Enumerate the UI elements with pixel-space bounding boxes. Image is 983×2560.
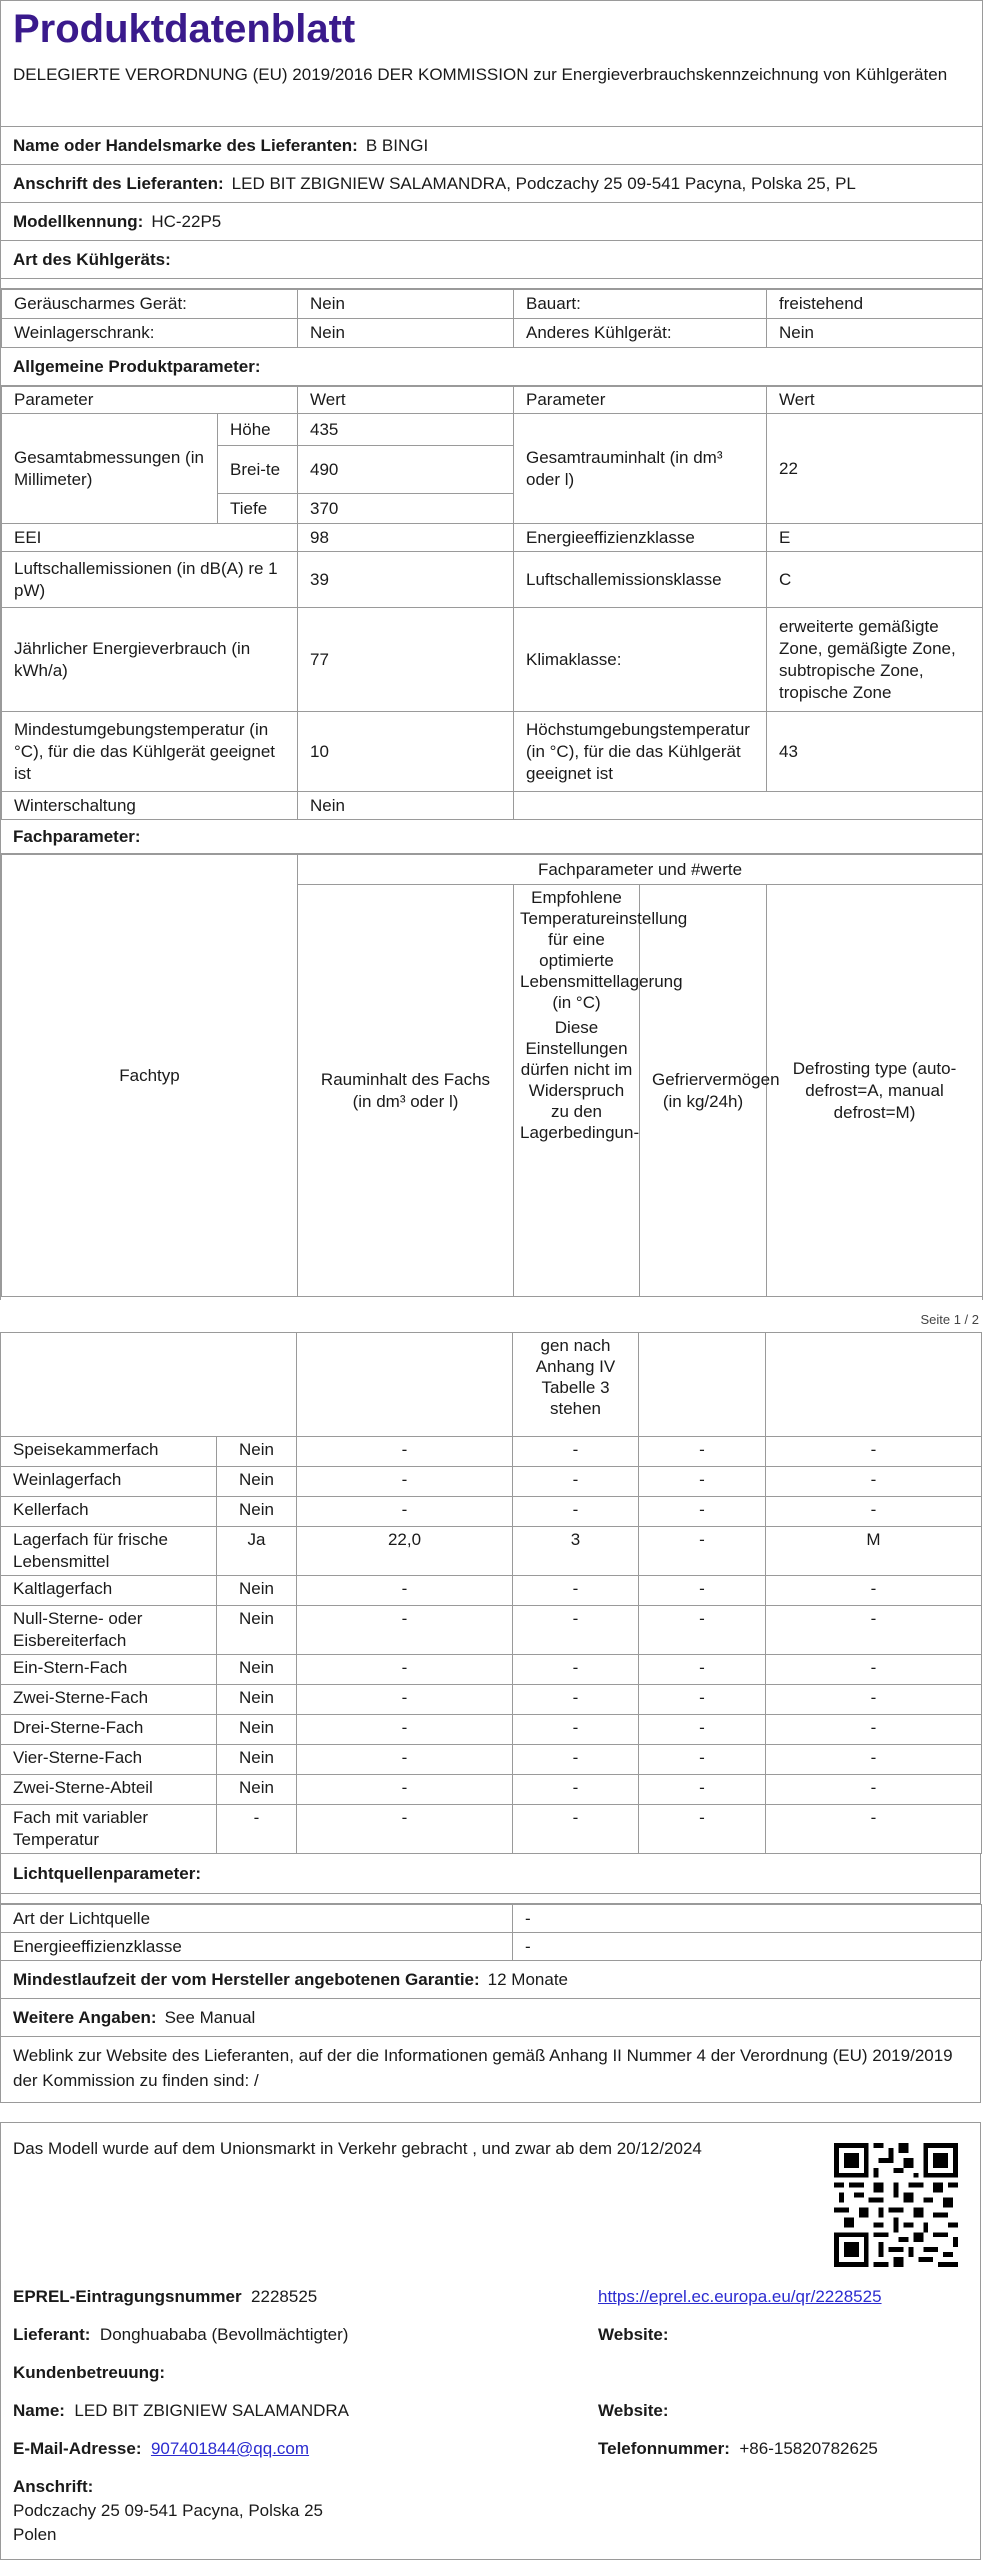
address-row [1,165,982,203]
anschrift-line-2: Polen [13,2525,57,2544]
compartment-freeze: - [639,1685,766,1715]
energy-value: 77 [298,608,514,712]
compartment-row [1,1715,982,1745]
winter-label: Winterschaltung [2,792,298,820]
noise-class-label: Luftschallemissionsklasse [514,552,767,608]
compartment-name: Zwei-Sterne-Abteil [1,1775,217,1805]
compartment-table [0,1332,982,1854]
max-temp-label: Höchstumgebungstemperatur (in °C), für die das Kühlgerät geeignet ist [514,712,767,792]
compartment-defrost: - [766,1685,982,1715]
lieferant-row [13,2325,348,2345]
noise-class-value: C [767,552,983,608]
compartment-present: - [217,1805,297,1854]
lieferant-label: Lieferant: [13,2325,91,2344]
compartment-temp: - [513,1715,639,1745]
depth-label: Tiefe [218,494,298,524]
market-text: Das Modell wurde auf dem Unionsmarkt in Verkehr gebracht , und zwar ab dem 20/12/2024 [13,2139,702,2158]
warranty-value: 12 Monate [487,1969,569,1989]
min-temp-value: 10 [298,712,514,792]
dims-label: Gesamtabmessungen (in Millimeter) [2,414,218,524]
compartment-temp: - [513,1745,639,1775]
compartment-present: Nein [217,1775,297,1805]
compartment-volume: - [297,1467,513,1497]
compartment-header-table [1,854,983,1297]
regulation-text: DELEGIERTE VERORDNUNG (EU) 2019/2016 DER KOMMISSION zur Energieverbrauchskennzeichnung von Kühlgeräten [1,55,982,127]
compartment-defrost: - [766,1655,982,1685]
compartment-temp: - [513,1775,639,1805]
compartment-volume: - [297,1775,513,1805]
type-cell: Nein [767,319,983,348]
more-info-value: See Manual [164,2007,256,2027]
energy-label: Jährlicher Energieverbrauch (in kWh/a) [2,608,298,712]
more-info-row [0,1999,981,2037]
compartment-present: Nein [217,1497,297,1527]
header-value: Wert [767,387,983,414]
class-value: E [767,524,983,552]
compartment-row [1,1606,982,1655]
website-label-2: Website: [598,2401,669,2420]
compartment-present: Nein [217,1655,297,1685]
compartment-row [1,1576,982,1606]
compartment-name: Zwei-Sterne-Fach [1,1685,217,1715]
compartment-name: Kaltlagerfach [1,1576,217,1606]
spacer [1,279,982,289]
phone-label: Telefonnummer: [598,2439,730,2458]
volume-label: Gesamtrauminhalt (in dm³ oder l) [514,414,767,524]
compartment-present: Nein [217,1715,297,1745]
compartment-name: Weinlagerfach [1,1467,217,1497]
model-label: Modellkennung: [13,211,144,231]
compartment-volume: - [297,1606,513,1655]
compartment-freeze: - [639,1437,766,1467]
compartment-defrost: - [766,1745,982,1775]
eei-label: EEI [2,524,298,552]
compartment-volume: 22,0 [297,1527,513,1576]
type-cell: Anderes Kühlgerät: [514,319,767,348]
compartment-volume: - [297,1655,513,1685]
compartment-temp: - [513,1655,639,1685]
compartment-present: Nein [217,1576,297,1606]
light-table [0,1904,982,1961]
compartment-volume: - [297,1685,513,1715]
page-title: Produktdatenblatt [13,7,356,51]
anschrift-line-1: Podczachy 25 09-541 Pacyna, Polska 25 [13,2501,323,2520]
temp-note-part1: Diese Einstellungen dürfen nicht im Widerspruch zu den Lagerbedingun- [520,1018,640,1142]
compartment-name: Fach mit variabler Temperatur [1,1805,217,1854]
website-label-1: Website: [598,2325,669,2344]
compartment-volume: - [297,1437,513,1467]
header-param: Parameter [2,387,298,414]
eprel-box [0,2122,981,2560]
compartment-freeze: - [639,1715,766,1745]
compartment-temp: 3 [513,1527,639,1576]
light-value: - [513,1933,982,1961]
compartment-freeze: - [639,1576,766,1606]
climate-value: erweiterte gemäßigte Zone, gemäßigte Zone, subtropische Zone, tropische Zone [767,608,983,712]
compartment-row [1,1527,982,1576]
compartment-row [1,1497,982,1527]
type-cell: Nein [298,319,514,348]
name-label: Name: [13,2401,65,2420]
compartment-present: Ja [217,1527,297,1576]
temp-header [514,885,688,1297]
compartment-present: Nein [217,1606,297,1655]
compartment-present: Nein [217,1685,297,1715]
compartment-row [1,1745,982,1775]
address-label: Anschrift des Lieferanten: [13,173,224,193]
group-header: Fachparameter und #werte [298,855,983,885]
compartment-present: Nein [217,1467,297,1497]
name-row [13,2401,349,2421]
compartment-row [1,1655,982,1685]
compartment-freeze: - [639,1805,766,1854]
compartment-defrost: - [766,1437,982,1467]
compartment-row [1,1437,982,1467]
noise-value: 39 [298,552,514,608]
compartment-name: Lagerfach für frische Lebensmittel [1,1527,217,1576]
compartment-freeze: - [639,1527,766,1576]
temp-header-text: Empfohlene Temperatureinstellung für eine optimierte Lebensmittellagerung (in °C) [520,888,688,1012]
compartment-defrost: - [766,1715,982,1745]
header-value: Wert [298,387,514,414]
height-value: 435 [298,414,514,446]
light-heading: Lichtquellenparameter: [0,1854,981,1894]
warranty-label: Mindestlaufzeit der vom Hersteller angebotenen Garantie: [13,1969,480,1989]
compartment-freeze: - [639,1655,766,1685]
type-cell: Weinlagerschrank: [2,319,298,348]
compartment-freeze: - [639,1606,766,1655]
fachtyp-header: Fachtyp [2,855,298,1297]
climate-label: Klimaklasse: [514,608,767,712]
email-label: E-Mail-Adresse: [13,2439,142,2458]
compartment-volume: - [297,1497,513,1527]
eprel-value: 2228525 [251,2287,318,2306]
freeze-header: Gefriervermögen (in kg/24h) [640,885,767,1297]
weblink-text: Weblink zur Website des Lieferanten, auf der die Informationen gemäß Anhang II Nummer 4 der Verordnung (EU) 2019/2019 der Kommission zu finden sind: / [0,2037,981,2103]
type-cell: Nein [298,290,514,319]
type-heading: Art des Kühlgeräts: [1,241,982,279]
compartment-present: Nein [217,1745,297,1775]
compartment-name: Speisekammerfach [1,1437,217,1467]
eprel-label: EPREL-Eintragungsnummer [13,2287,242,2306]
light-value: - [513,1905,982,1933]
winter-value: Nein [298,792,514,820]
qr-code-icon[interactable] [834,2143,958,2267]
compartment-name: Ein-Stern-Fach [1,1655,217,1685]
compartment-temp: - [513,1606,639,1655]
compartment-defrost: - [766,1467,982,1497]
email-link[interactable]: 907401844@qq.com [150,2439,310,2458]
model-row [1,203,982,241]
type-cell: freistehend [767,290,983,319]
more-info-label: Weitere Angaben: [13,2007,157,2027]
supplier-row [1,127,982,165]
warranty-row [0,1961,981,1999]
compartment-defrost: - [766,1775,982,1805]
compartment-defrost: - [766,1606,982,1655]
compartment-temp: - [513,1467,639,1497]
page-number: Seite 1 / 2 [920,1312,979,1327]
compartment-row [1,1467,982,1497]
header-param: Parameter [514,387,767,414]
compartment-name: Null-Sterne- oder Eisbereiterfach [1,1606,217,1655]
compartment-freeze: - [639,1745,766,1775]
compartment-temp: - [513,1685,639,1715]
compartment-row [1,1775,982,1805]
compartment-defrost: - [766,1576,982,1606]
supplier-value: B BINGI [365,135,429,155]
compartment-freeze: - [639,1775,766,1805]
eprel-link[interactable]: https://eprel.ec.europa.eu/qr/2228525 [598,2287,882,2306]
depth-value: 370 [298,494,514,524]
height-label: Höhe [218,414,298,446]
general-heading: Allgemeine Produktparameter: [1,348,982,386]
compartment-volume: - [297,1805,513,1854]
volume-header: Rauminhalt des Fachs (in dm³ oder l) [298,885,514,1297]
compartment-present: Nein [217,1437,297,1467]
compartment-temp: - [513,1805,639,1854]
service-label: Kundenbetreuung: [13,2363,166,2382]
noise-label: Luftschallemissionen (in dB(A) re 1 pW) [2,552,298,608]
compartment-defrost: M [766,1527,982,1576]
datasheet-page-2 [0,1332,983,2103]
supplier-label: Name oder Handelsmarke des Lieferanten: [13,135,358,155]
eprel-row [13,2287,317,2307]
compartment-defrost: - [766,1497,982,1527]
model-value: HC-22P5 [151,211,222,231]
compartment-heading: Fachparameter: [1,820,982,854]
light-label: Energieeffizienzklasse [1,1933,513,1961]
compartment-name: Vier-Sterne-Fach [1,1745,217,1775]
general-table [1,386,983,820]
compartment-temp: - [513,1437,639,1467]
lieferant-value: Donghuababa (Bevollmächtigter) [99,2325,349,2344]
phone-value: +86-15820782625 [739,2439,878,2458]
compartment-volume: - [297,1715,513,1745]
type-table [1,289,983,348]
temp-note-part2: gen nach Anhang IV Tabelle 3 stehen [513,1333,639,1437]
compartment-row [1,1685,982,1715]
type-cell: Geräuscharmes Gerät: [2,290,298,319]
eei-value: 98 [298,524,514,552]
compartment-name: Drei-Sterne-Fach [1,1715,217,1745]
volume-value: 22 [767,414,983,524]
type-cell: Bauart: [514,290,767,319]
compartment-volume: - [297,1576,513,1606]
compartment-freeze: - [639,1467,766,1497]
name-value: LED BIT ZBIGNIEW SALAMANDRA [74,2401,349,2420]
width-label: Brei-te [218,446,298,494]
compartment-temp: - [513,1576,639,1606]
anschrift-label: Anschrift: [13,2477,94,2496]
compartment-freeze: - [639,1497,766,1527]
defrost-header: Defrosting type (auto-defrost=A, manual defrost=M) [767,885,983,1297]
class-label: Energieeffizienzklasse [514,524,767,552]
max-temp-value: 43 [767,712,983,792]
compartment-defrost: - [766,1805,982,1854]
phone-row [598,2439,878,2459]
compartment-volume: - [297,1745,513,1775]
email-row [13,2439,309,2459]
light-label: Art der Lichtquelle [1,1905,513,1933]
compartment-row [1,1805,982,1854]
compartment-name: Kellerfach [1,1497,217,1527]
min-temp-label: Mindestumgebungstemperatur (in °C), für die das Kühlgerät geeignet ist [2,712,298,792]
compartment-temp: - [513,1497,639,1527]
width-value: 490 [298,446,514,494]
address-value: LED BIT ZBIGNIEW SALAMANDRA, Podczachy 25 09-541 Pacyna, Polska 25, PL [231,173,856,193]
